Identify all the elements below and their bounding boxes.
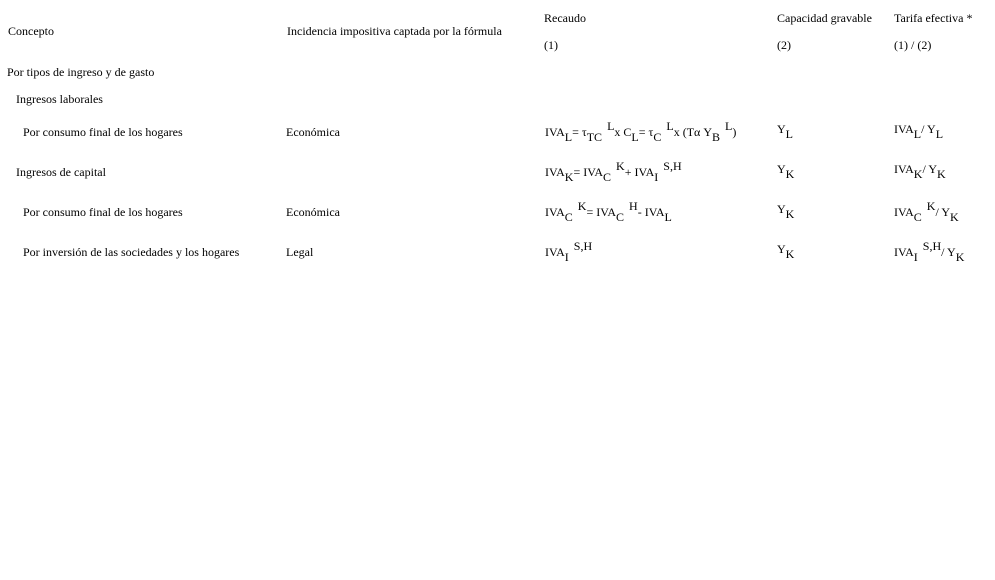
row-3-capacidad: YK [777,202,795,221]
row-2-recaudo-formula: IVAK= IVACK+ IVAIS,H [545,159,682,184]
row-1-capacidad: YL [777,122,794,141]
header-recaudo-num: (1) [544,38,558,52]
row-4-recaudo-formula: IVAIS,H [545,239,593,264]
row-2-capacidad: YK [777,162,795,181]
row-4-concepto: Por inversión de las sociedades y los hogares [23,245,240,259]
section-capital: Ingresos de capital [16,165,106,179]
row-1-tarifa: IVAL/ YL [894,122,944,141]
row-4-tarifa: IVAIS,H/ YK [894,239,965,264]
section-laborales: Ingresos laborales [16,92,103,106]
row-4-capacidad: YK [777,242,795,261]
section-main: Por tipos de ingreso y de gasto [7,65,155,79]
row-1-recaudo-formula: IVAL= τTCLx CL= τCLx (Tα YBL) [545,119,737,144]
row-3-tarifa: IVACK/ YK [894,199,959,224]
header-capacidad: Capacidad gravable [777,11,872,25]
row-1-incidencia: Económica [286,125,340,139]
row-3-recaudo-formula: IVACK= IVACH- IVAL [545,199,672,224]
header-recaudo: Recaudo [544,11,586,25]
row-3-concepto: Por consumo final de los hogares [23,205,183,219]
row-4-incidencia: Legal [286,245,314,259]
header-capacidad-num: (2) [777,38,791,52]
row-2-tarifa: IVAK/ YK [894,162,946,181]
row-1-concepto: Por consumo final de los hogares [23,125,183,139]
header-concepto: Concepto [8,24,54,38]
row-3-incidencia: Económica [286,205,340,219]
header-tarifa: Tarifa efectiva * [894,11,973,25]
header-incidencia: Incidencia impositiva captada por la fórmula [287,24,502,38]
header-tarifa-num: (1) / (2) [894,38,932,52]
